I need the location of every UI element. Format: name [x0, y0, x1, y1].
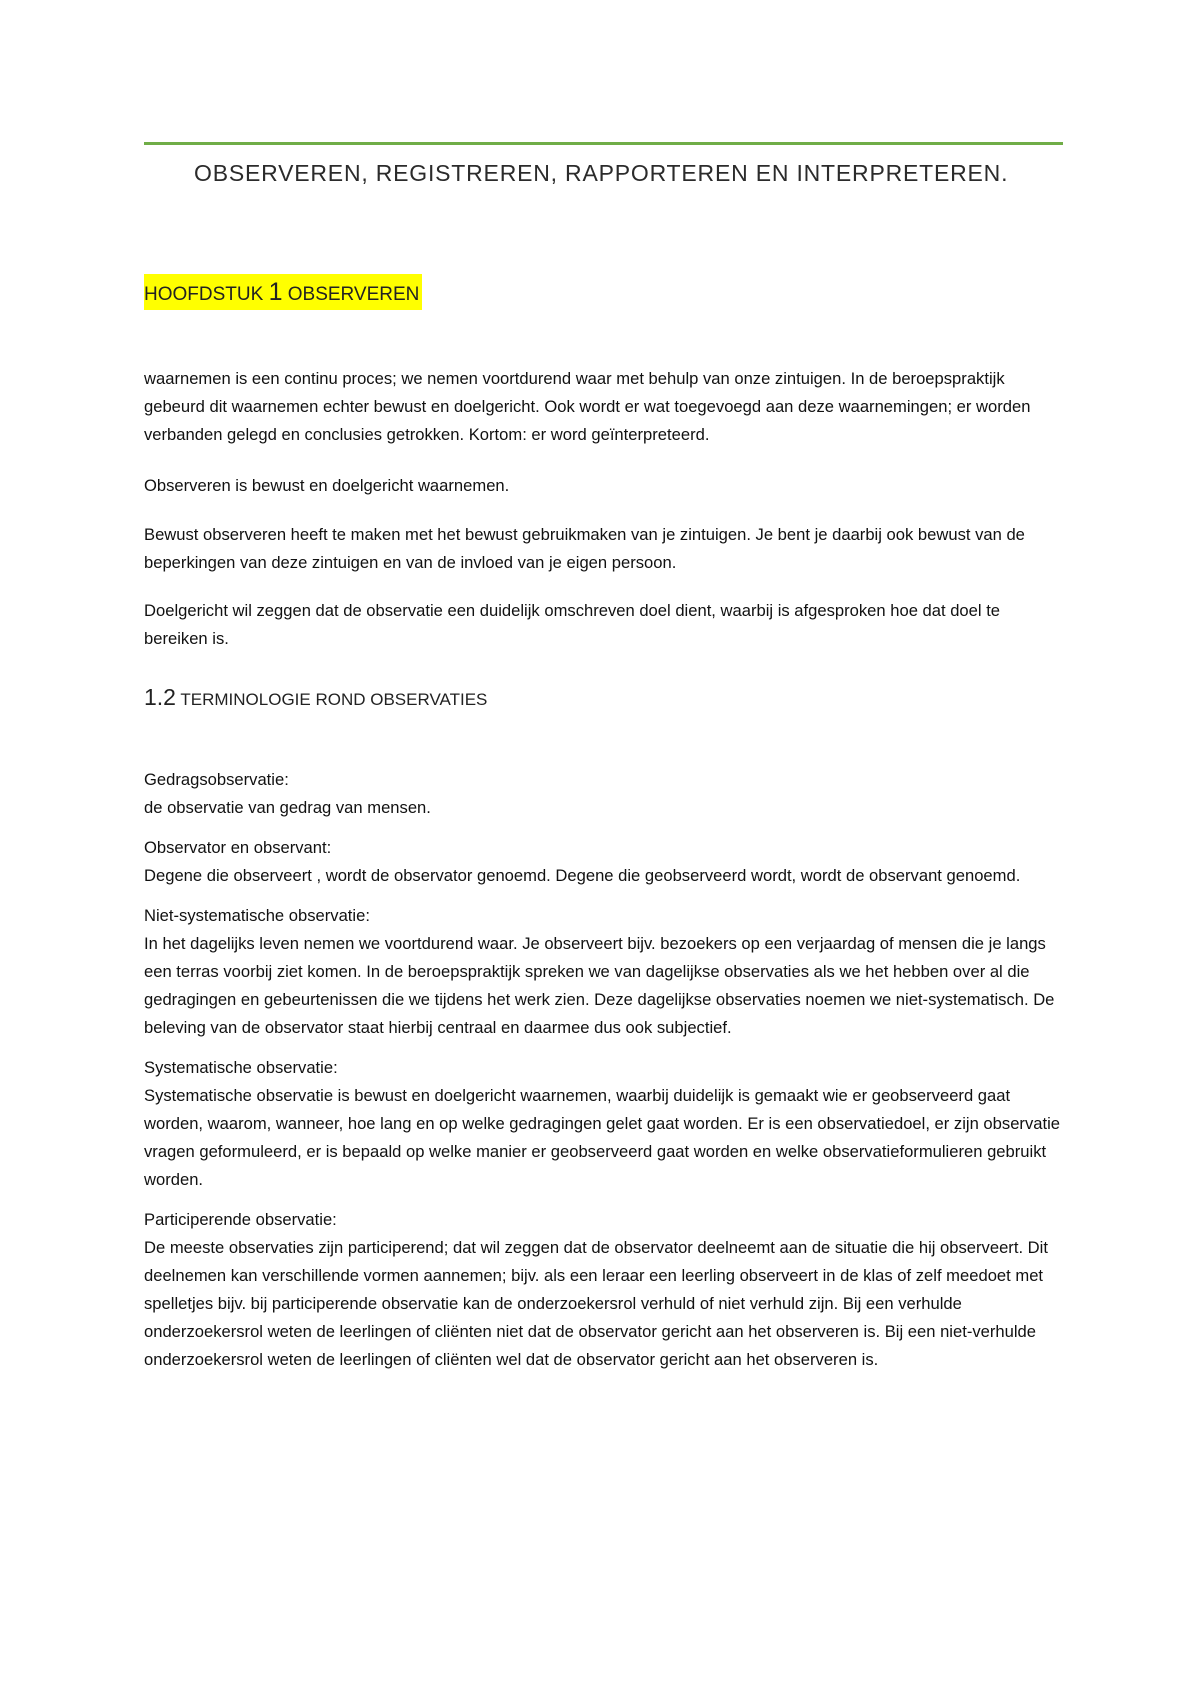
chapter-name: OBSERVEREN [282, 284, 420, 305]
term-name: Participerende observatie: [144, 1210, 337, 1229]
term-name: Niet-systematische observatie: [144, 906, 370, 925]
term-definition: In het dagelijks leven nemen we voortdurend waar. Je observeert bijv. bezoekers op een verjaardag of mensen die je langs een terras voorbij ziet komen. In de beroepspraktijk spreken we van dagelijkse observaties als we het hebben over al die gedragingen en gebeurtenissen die we tijdens het werk zien. Deze dagelijkse observaties noemen we niet-systematisch. De beleving van de observator staat hierbij centraal en daarmee dus ook subjectief. [144, 934, 1055, 1037]
term-name: Systematische observatie: [144, 1058, 338, 1077]
term-definition: de observatie van gedrag van mensen. [144, 798, 431, 817]
term-entry [144, 834, 1064, 890]
bewust-paragraph: Bewust observeren heeft te maken met het bewust gebruikmaken van je zintuigen. Je bent je daarbij ook bewust van de beperkingen van deze zintuigen en van de invloed van je eigen persoon. [144, 525, 1025, 572]
term-list [144, 766, 1064, 1386]
term-entry [144, 766, 1064, 822]
definition-paragraph: Observeren is bewust en doelgericht waarnemen. [144, 476, 510, 495]
term-definition: De meeste observaties zijn participerend; dat wil zeggen dat de observator deelneemt aan de situatie die hij observeert. Dit deelnemen kan verschillende vormen aannemen; bijv. als een leraar een leerling observeert in de klas of zelf meedoet met spelletjes bijv. bij participerende observatie kan de onderzoekersrol verhuld of niet verhuld zijn. Bij een verhulde onderzoekersrol weten de leerlingen of cliënten niet dat de observator gericht aan het observeren is. Bij een niet-verhulde onderzoekersrol weten de leerlingen of cliënten wel dat de observator gericht aan het observeren is. [144, 1238, 1048, 1369]
term-definition: Systematische observatie is bewust en doelgericht waarnemen, waarbij duidelijk is gemaakt wie er geobserveerd gaat worden, waarom, wanneer, hoe lang en op welke gedragingen gelet gaat worden. Er is een observatiedoel, er zijn observatie vragen geformuleerd, er is bepaald op welke manier er geobserveerd gaat worden en welke observatieformulieren gebruikt worden. [144, 1086, 1060, 1189]
chapter-number: 1 [268, 278, 283, 306]
section-heading [144, 679, 487, 718]
term-name: Observator en observant: [144, 838, 332, 857]
term-name: Gedragsobservatie: [144, 770, 289, 789]
document-title: OBSERVEREN, REGISTREREN, RAPPORTEREN EN INTERPRETEREN. [194, 160, 1009, 186]
chapter-heading [144, 274, 422, 310]
doelgericht-paragraph: Doelgericht wil zeggen dat de observatie een duidelijk omschreven doel dient, waarbij is afgesproken hoe dat doel te bereiken is. [144, 601, 1001, 648]
term-entry [144, 1054, 1064, 1194]
title-divider [144, 142, 1063, 145]
intro-paragraph: waarnemen is een continu proces; we nemen voortdurend waar met behulp van onze zintuigen. In de beroepspraktijk gebeurd dit waarnemen echter bewust en doelgericht. Ook wordt er wat toegevoegd aan deze waarnemingen; er worden verbanden gelegd en conclusies getrokken. Kortom: er word geïnterpreteerd. [144, 369, 1031, 444]
chapter-prefix: HOOFDSTUK [144, 284, 269, 305]
term-entry [144, 902, 1064, 1042]
term-entry [144, 1206, 1064, 1374]
section-number: 1.2 [144, 684, 176, 710]
term-definition: Degene die observeert , wordt de observator genoemd. Degene die geobserveerd wordt, wordt de observant genoemd. [144, 866, 1021, 885]
section-name: TERMINOLOGIE ROND OBSERVATIES [175, 690, 488, 709]
